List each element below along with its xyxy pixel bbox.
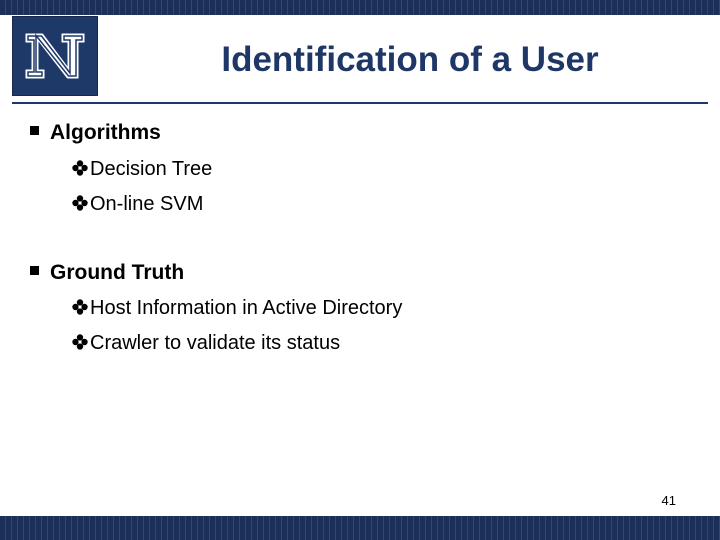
sub-bullet-item: [72, 330, 340, 356]
diamond-bullet-icon: [72, 195, 88, 211]
item-text: On-line SVM: [90, 193, 204, 215]
item-text: Crawler to validate its status: [90, 332, 341, 354]
diamond-bullet-icon: [72, 160, 88, 176]
heading-text: Algorithms: [50, 121, 161, 144]
diamond-bullet-icon: [72, 334, 88, 350]
bullet-heading-algorithms: [30, 120, 161, 146]
bottom-stripe-band: [0, 516, 720, 540]
sub-bullet-item: [72, 156, 212, 182]
square-bullet-icon: [30, 126, 39, 135]
square-bullet-icon: [30, 266, 39, 275]
top-stripe-band: [0, 0, 720, 15]
diamond-bullet-icon: [72, 299, 88, 315]
slide-title: Identification of a User: [221, 40, 599, 79]
heading-text: Ground Truth: [50, 261, 185, 284]
item-text: Decision Tree: [90, 158, 213, 180]
item-text: Host Information in Active Directory: [90, 297, 403, 319]
sub-bullet-item: [72, 295, 402, 321]
title-divider: [12, 102, 708, 104]
page-number: 41: [661, 493, 676, 508]
logo-n-icon: [19, 27, 91, 85]
sub-bullet-item: [72, 191, 203, 217]
bullet-heading-ground-truth: [30, 260, 184, 286]
university-logo: [12, 16, 98, 96]
